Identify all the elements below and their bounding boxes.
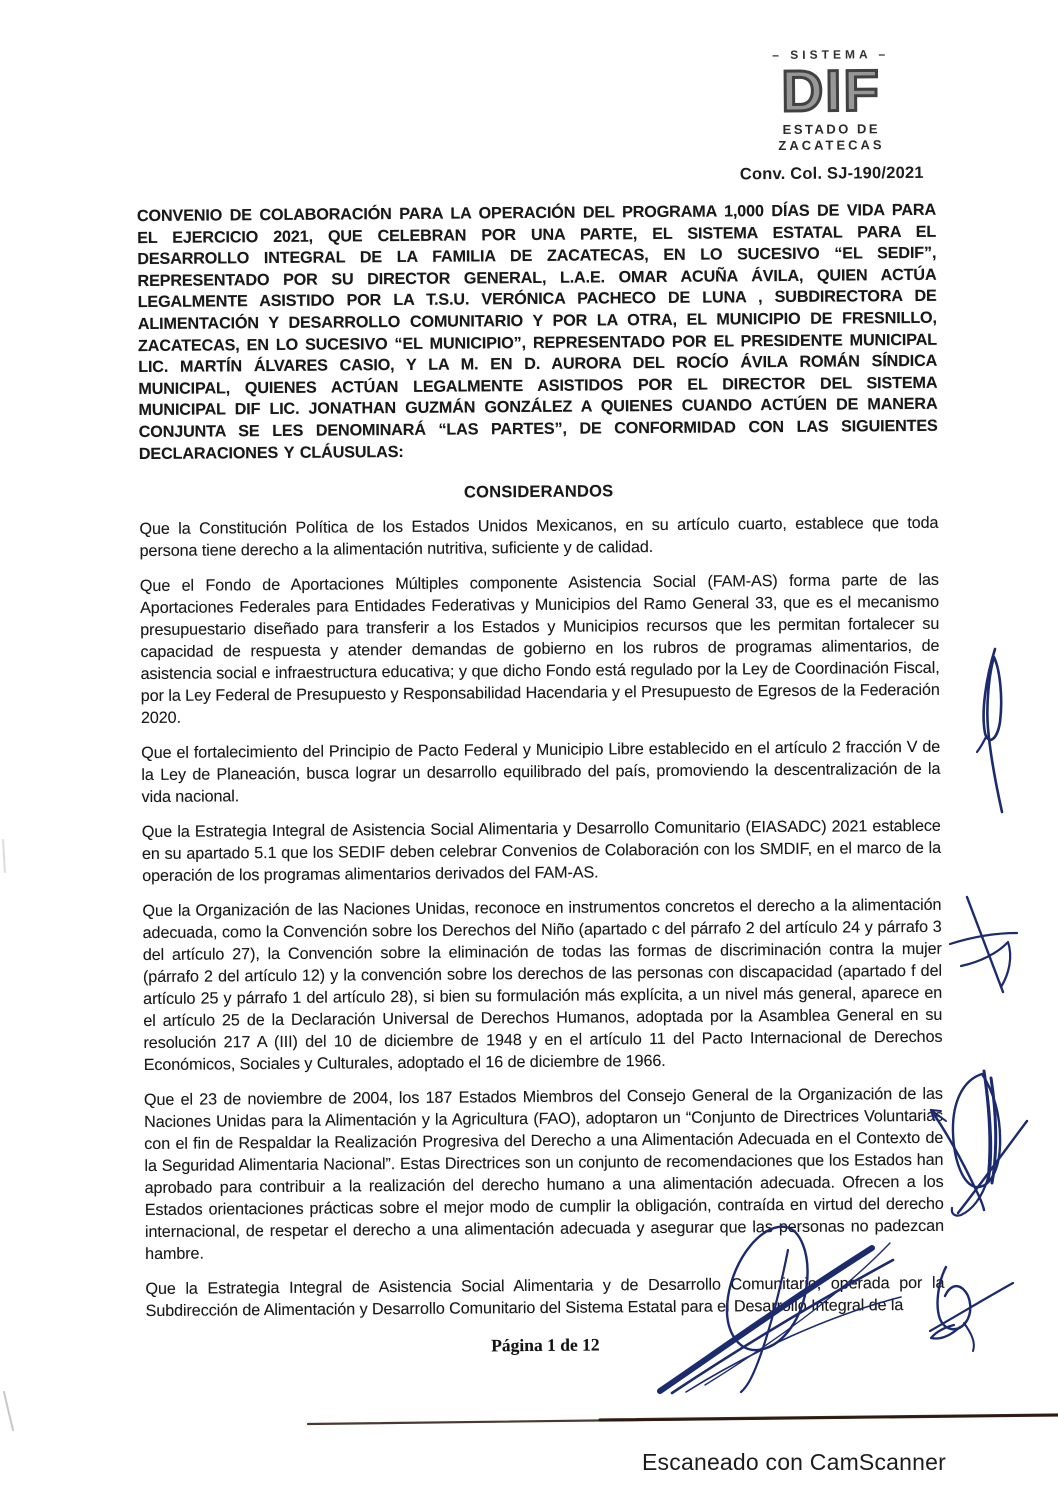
- logo-estado-text: ESTADO DE: [782, 121, 881, 138]
- paragraph-6: Que el 23 de noviembre de 2004, los 187 Estados Miembros del Consejo General de la Organización de las Naciones Unidas para la Alimentación y la Agricultura (FAO), adoptaron un “Conjunto de Directrices Voluntarias con el fin de Respaldar la Realización Progresiva del Derecho a una Alimentación Adecuada en el Contexto de la Seguridad Alimentaria Nacional”. Estas Directrices son un conjunto de recomendaciones que los Estados han aprobado para contribuir a la realización del derecho humano a una alimentación adecuada. Ofrecen a los Estados orientaciones prácticas sobre el mejor modo de cumplir la obligación, contraída en virtud del derecho internacional, de respetar el derecho a una alimentación adecuada y asegurar que las personas no padezcan hambre.: [143, 1084, 945, 1264]
- paragraph-5: Que la Organización de las Naciones Unidas, reconoce en instrumentos concretos el derecho a la alimentación adecuada, como la Convención sobre los Derechos del Niño (apartado c del párrafo 2 del artículo 24 y párrafo 3 del artículo 27), la Convención sobre la eliminación de todas las formas de discriminación contra la mujer (párrafo 2 del artículo 12) y la convención sobre los derechos de las personas con discapacidad (apartado f del artículo 25 y párrafo 1 del artículo 28), si bien su formulación más explícita, a un nivel más general, aparece en el artículo 25 de la Declaración Universal de Derechos Humanos, adoptada por la Asamblea General en su resolución 217 A (III) del 10 de diciembre de 1948 y en el artículo 11 del Pacto Internacional de Derechos Económicos, Sociales y Culturales, adoptado el 16 de diciembre de 1966.: [142, 895, 943, 1075]
- paragraph-3: Que el fortalecimiento del Principio de Pacto Federal y Municipio Libre establecido en el artículo 2 fracción V de la Ley de Planeación, busca lograr un desarrollo equilibrado del país, promoviendo la descentralización de la vida nacional.: [141, 737, 941, 807]
- reference-number: Conv. Col. SJ-190/2021: [739, 163, 924, 184]
- title-paragraph: CONVENIO DE COLABORACIÓN PARA LA OPERACIÓN DEL PROGRAMA 1,000 DÍAS DE VIDA PARA EL EJERCICIO 2021, QUE CELEBRAN POR UNA PARTE, EL SISTEMA ESTATAL PARA EL DESARROLLO INTEGRAL DE LA FAMILIA DE ZACATECAS, EN LO SUCESIVO “EL SEDIF”, REPRESENTADO POR SU DIRECTOR GENERAL, L.A.E. OMAR ACUÑA ÁVILA, QUIEN ACTÚA LEGALMENTE ASISTIDO POR LA T.S.U. VERÓNICA PACHECO DE LUNA , SUBDIRECTORA DE ALIMENTACIÓN Y DESARROLLO COMUNITARIO Y POR LA OTRA, EL MUNICIPIO DE FRESNILLO, ZACATECAS, EN LO SUCESIVO “EL MUNICIPIO”, REPRESENTADO POR EL PRESIDENTE MUNICIPAL LIC. MARTÍN ÁLVARES CASIO, Y LA M. EN D. AURORA DEL ROCÍO ÁVILA ROMÁN SÍNDICA MUNICIPAL, QUIENES ACTÚAN LEGALMENTE ASISTIDOS POR EL DIRECTOR DEL SISTEMA MUNICIPAL DIF LIC. JONATHAN GUZMÁN GONZÁLEZ A QUIENES CUANDO ACTÚEN DE MANERA CONJUNTA SE LES DENOMINARÁ “LAS PARTES”, DE CONFORMIDAD CON LAS SIGUIENTES DECLARACIONES Y CLÁUSULAS:: [136, 200, 938, 463]
- paragraph-4: Que la Estrategia Integral de Asistencia Social Alimentaria y Desarrollo Comunitario (EIASADC) 2021 establece en su apartado 5.1 que los SEDIF deben celebrar Convenios de Colaboración con los SMDIF, en el marco de la operación de los programas alimentarios derivados del FAM-AS.: [141, 816, 942, 886]
- paragraph-7: Que la Estrategia Integral de Asistencia Social Alimentaria y de Desarrollo Comunitario, operada por la Subdirección de Alimentación y Desarrollo Comunitario del Sistema Estatal para el Desarrollo Integral de la: [145, 1273, 945, 1321]
- document-body: [137, 200, 945, 1359]
- page-number: Página 1 de 12: [491, 1334, 600, 1356]
- paragraph-1: Que la Constitución Política de los Estados Unidos Mexicanos, en su artículo cuarto, establece que toda persona tiene derecho a la alimentación nutritiva, suficiente y de calidad.: [139, 513, 939, 561]
- section-heading: CONSIDERANDOS: [463, 482, 614, 502]
- logo-dif-acronym: DIF: [781, 58, 881, 125]
- logo-zacatecas-text: ZACATECAS: [778, 137, 885, 154]
- logo-sistema-text: – SISTEMA –: [772, 47, 890, 63]
- dif-logo: [771, 47, 892, 153]
- paragraph-2: Que el Fondo de Aportaciones Múltiples componente Asistencia Social (FAM-AS) forma parte de las Aportaciones Federales para Entidades Federativas y Municipios del Ramo General 33, que es el mecanismo presupuestario diseñado para transferir a los Estados y Municipios recursos que les permitan fortalecer su capacidad de respuesta y atender demandas de gobierno en los rubros de programas alimentarios, de asistencia social e infraestructura educativa; y que dicho Fondo está regulado por la Ley de Coordinación Fiscal, por la Ley Federal de Presupuesto y Responsabilidad Hacendaria y el Presupuesto de Egresos de la Federación 2020.: [139, 570, 940, 728]
- camscanner-watermark: Escaneado con CamScanner: [642, 1449, 946, 1475]
